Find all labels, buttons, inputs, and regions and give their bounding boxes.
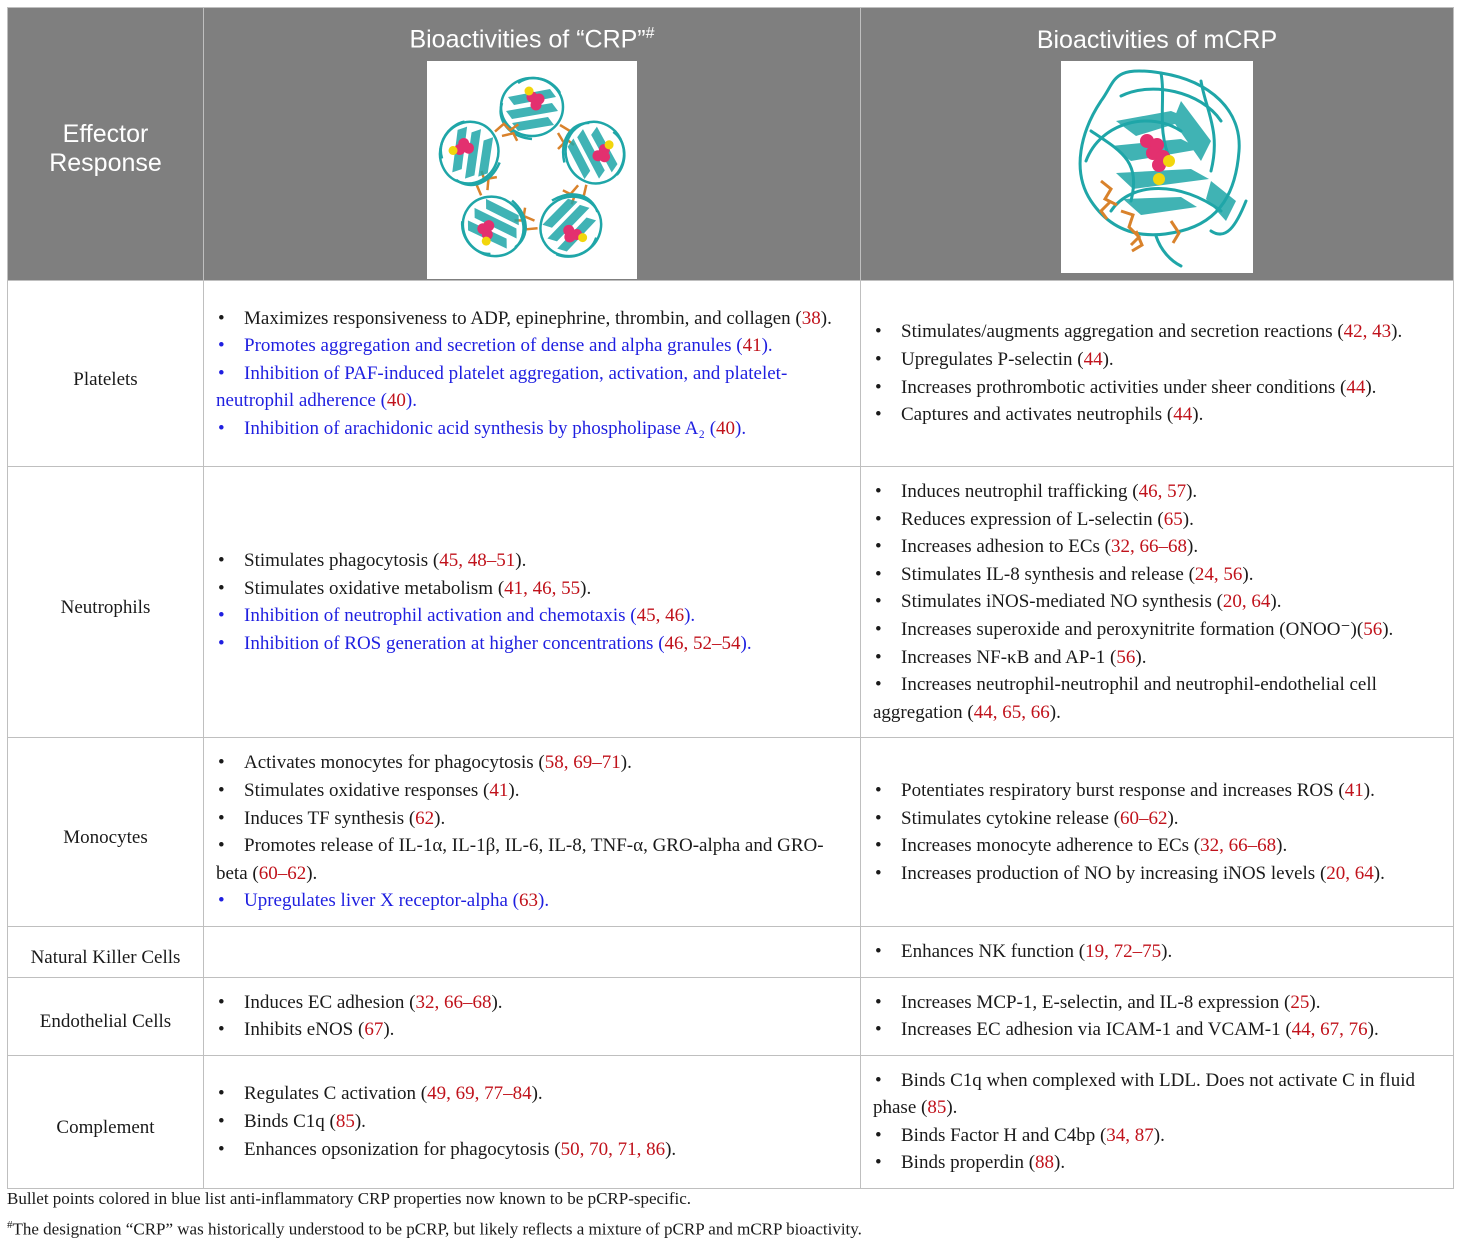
list-item <box>216 630 848 658</box>
bullet-list <box>873 938 1441 966</box>
effector-label: Neutrophils <box>8 467 204 738</box>
item-end: ). <box>1102 348 1114 370</box>
mcrp-bioactivities-cell <box>861 281 1454 467</box>
item-end: ). <box>531 1083 543 1105</box>
item-end: ). <box>1167 807 1179 829</box>
item-end: ). <box>1382 618 1394 640</box>
bullet-dot: • <box>875 1019 882 1041</box>
item-text: Stimulates cytokine release ( <box>901 807 1120 829</box>
item-end: ). <box>1363 779 1375 801</box>
item-end: ). <box>515 549 527 571</box>
bullet-dot: • <box>218 307 225 329</box>
mcrp-bioactivities-cell <box>861 738 1454 927</box>
item-end: ). <box>1276 835 1288 857</box>
list-item <box>216 749 848 777</box>
bullet-dot: • <box>875 618 882 640</box>
item-end: ). <box>735 417 747 439</box>
list-item <box>216 1108 848 1136</box>
item-end: ). <box>946 1097 958 1119</box>
header-crp-sup: # <box>645 25 655 43</box>
header-row <box>8 8 1454 281</box>
reference-link[interactable]: 44 <box>1083 348 1103 370</box>
list-item <box>873 671 1441 726</box>
header-mcrp-title: Bioactivities of mCRP <box>1036 25 1278 54</box>
bullet-dot: • <box>875 536 882 558</box>
mcrp-bioactivities-cell <box>861 1055 1454 1188</box>
crp-bioactivities-cell <box>204 738 861 927</box>
reference-link[interactable]: 45, 48–51 <box>439 549 516 571</box>
bullet-dot: • <box>875 404 882 426</box>
bullet-dot: • <box>875 940 882 962</box>
effector-label: Natural Killer Cells <box>8 926 204 977</box>
list-item <box>873 938 1441 966</box>
item-end: ). <box>820 307 832 329</box>
item-text: Potentiates respiratory burst response and increases ROS ( <box>901 779 1345 801</box>
bullet-dot: • <box>218 1083 225 1105</box>
bullet-list <box>216 547 848 657</box>
item-end: ). <box>434 807 446 829</box>
bullet-dot: • <box>875 376 882 398</box>
reference-link[interactable]: 50, 70, 71, 86 <box>560 1138 666 1160</box>
reference-link[interactable]: 41, 46, 55 <box>504 577 581 599</box>
item-end: ). <box>1192 404 1204 426</box>
bullet-dot: • <box>218 1111 225 1133</box>
list-item <box>216 360 848 415</box>
bullet-dot: • <box>218 335 225 357</box>
reference-link[interactable]: 60–62 <box>258 862 307 884</box>
item-text: Promotes release of IL-1α, IL-1β, IL-6, IL-8, TNF-α, GRO-alpha and GRO-beta ( <box>216 835 824 884</box>
reference-link[interactable]: 65 <box>1163 508 1183 530</box>
bullet-dot: • <box>218 835 225 857</box>
bullet-dot: • <box>875 807 882 829</box>
bullet-list <box>873 478 1441 726</box>
reference-link[interactable]: 32, 66–68 <box>1111 536 1187 558</box>
item-text: Increases NF-κB and AP-1 ( <box>901 646 1117 668</box>
table-row-neutrophils <box>8 467 1454 738</box>
item-text: Induces EC adhesion ( <box>244 991 416 1013</box>
header-crp-title: Bioactivities of “CRP” <box>409 25 646 54</box>
list-item <box>216 305 848 333</box>
list-item <box>873 989 1441 1017</box>
bioactivity-table <box>7 7 1454 1189</box>
item-text: Enhances opsonization for phagocytosis ( <box>244 1138 561 1160</box>
reference-link[interactable]: 44 <box>1173 404 1193 426</box>
crp-bioactivities-cell <box>204 281 861 467</box>
item-text: Binds C1q ( <box>244 1111 336 1133</box>
footnote-crp-designation-text: The designation “CRP” was historically understood to be pCRP, but likely reflects a mixture of pCRP and mCRP bioactivity. <box>12 1219 862 1239</box>
reference-link[interactable]: 34, 87 <box>1106 1124 1154 1146</box>
crp-bioactivities-cell <box>204 1055 861 1188</box>
reference-link[interactable]: 38 <box>801 307 821 329</box>
reference-link[interactable]: 67 <box>364 1019 384 1041</box>
bullet-list <box>873 989 1441 1044</box>
reference-link[interactable]: 32, 66–68 <box>1200 835 1277 857</box>
effector-label: Monocytes <box>8 738 204 927</box>
item-end: ). <box>1309 991 1321 1013</box>
reference-link[interactable]: 24, 56 <box>1194 563 1243 585</box>
reference-link[interactable]: 44 <box>1346 376 1366 398</box>
item-end: ). <box>1186 481 1198 502</box>
item-text: Increases production of NO by increasing iNOS levels ( <box>901 862 1327 884</box>
reference-link[interactable]: 42, 43 <box>1343 321 1392 343</box>
list-item <box>216 415 848 443</box>
table-row-complement <box>8 1055 1454 1188</box>
bullet-dot: • <box>875 321 882 343</box>
bullet-dot: • <box>218 752 225 774</box>
bullet-dot: • <box>875 1124 882 1146</box>
list-item <box>216 1016 848 1044</box>
bullet-dot: • <box>218 1019 225 1041</box>
item-text: Promotes aggregation and secretion of dense and alpha granules ( <box>244 335 743 357</box>
reference-link[interactable]: 32, 66–68 <box>415 991 492 1013</box>
table-body <box>8 281 1454 1189</box>
list-item <box>216 332 848 360</box>
bullet-list <box>216 1080 848 1163</box>
item-end: ). <box>1049 701 1061 723</box>
item-end: ). <box>383 1019 395 1041</box>
reference-link[interactable]: 41 <box>1344 779 1364 801</box>
bullet-dot: • <box>218 890 225 912</box>
item-text: Activates monocytes for phagocytosis ( <box>244 752 545 774</box>
bullet-dot: • <box>218 362 225 384</box>
list-item <box>216 777 848 805</box>
item-text: Enhances NK function ( <box>901 940 1086 962</box>
reference-link[interactable]: 46, 52–54 <box>664 632 741 654</box>
list-item <box>873 616 1441 644</box>
item-text: Stimulates oxidative responses ( <box>244 779 490 801</box>
item-end: ). <box>1135 646 1147 668</box>
reference-link[interactable]: 40 <box>716 417 736 439</box>
reference-link[interactable]: 20, 64 <box>1222 591 1271 613</box>
reference-link[interactable]: 60–62 <box>1119 807 1168 829</box>
list-item <box>873 1016 1441 1044</box>
bullet-dot: • <box>875 563 882 585</box>
item-text: Increases prothrombotic activities under sheer conditions ( <box>901 376 1347 398</box>
item-text: Binds properdin ( <box>901 1152 1036 1174</box>
bullet-dot: • <box>875 646 882 668</box>
bullet-dot: • <box>875 835 882 857</box>
item-text: Stimulates oxidative metabolism ( <box>244 577 505 599</box>
bullet-dot: • <box>218 991 225 1013</box>
item-text: Increases superoxide and peroxynitrite formation (ONOO⁻)( <box>901 618 1364 640</box>
crp-bioactivities-cell <box>204 977 861 1055</box>
reference-link[interactable]: 62 <box>415 807 435 829</box>
item-text: Inhibition of PAF-induced platelet aggregation, activation, and platelet-neutrophil adherence ( <box>216 362 788 412</box>
bullet-list <box>873 777 1441 887</box>
item-end: ). <box>1270 591 1282 613</box>
list-item <box>873 346 1441 374</box>
bullet-dot: • <box>218 807 225 829</box>
effector-label: Endothelial Cells <box>8 977 204 1055</box>
item-end: ). <box>491 991 503 1013</box>
item-text: Upregulates P-selectin ( <box>901 348 1084 370</box>
reference-link[interactable]: 58, 69–71 <box>544 752 621 774</box>
bullet-dot: • <box>218 417 225 439</box>
item-text: Stimulates iNOS-mediated NO synthesis ( <box>901 591 1223 613</box>
bullet-dot: • <box>875 991 882 1013</box>
item-end: ). <box>740 632 752 654</box>
reference-link[interactable]: 85 <box>335 1111 355 1133</box>
item-end: ). <box>1373 862 1385 884</box>
item-text: Induces neutrophil trafficking ( <box>901 481 1139 502</box>
bullet-dot: • <box>875 481 882 502</box>
reference-link[interactable]: 46, 57 <box>1138 481 1187 502</box>
item-text: Inhibits eNOS ( <box>244 1019 365 1041</box>
bullet-dot: • <box>218 779 225 801</box>
item-text: Regulates C activation ( <box>244 1083 428 1105</box>
list-item <box>873 561 1441 589</box>
list-item <box>216 832 848 887</box>
footnote-blue-legend: Bullet points colored in blue list anti-inflammatory CRP properties now known to be pCRP-specific. <box>7 1189 692 1208</box>
mcrp-bioactivities-cell <box>861 926 1454 977</box>
effector-label: Complement <box>8 1055 204 1188</box>
item-end: ). <box>761 335 773 357</box>
item-end: ). <box>665 1138 677 1160</box>
bullet-dot: • <box>875 779 882 801</box>
list-item <box>873 533 1441 561</box>
mcrp-bioactivities-cell <box>861 977 1454 1055</box>
item-end: ). <box>684 605 696 627</box>
item-end: ). <box>1161 940 1173 962</box>
item-text: Upregulates liver X receptor-alpha ( <box>244 890 519 912</box>
pentameric-crp-structure-image <box>427 61 637 279</box>
item-text: Stimulates phagocytosis ( <box>244 549 440 571</box>
list-item <box>873 478 1441 506</box>
bullet-list <box>873 1067 1441 1177</box>
reference-link[interactable]: 41 <box>742 335 762 357</box>
item-end: ). <box>580 577 592 599</box>
list-item <box>873 1149 1441 1177</box>
item-end: ). <box>1391 321 1403 343</box>
reference-link[interactable]: 88 <box>1035 1152 1055 1174</box>
reference-link[interactable]: 20, 64 <box>1326 862 1374 884</box>
item-end: ). <box>1153 1124 1165 1146</box>
item-text: Increases neutrophil-neutrophil and neutrophil-endothelial cell aggregation ( <box>873 674 1377 723</box>
item-text: Increases adhesion to ECs ( <box>901 536 1111 558</box>
item-text: Increases EC adhesion via ICAM-1 and VCAM-1 ( <box>901 1019 1292 1041</box>
reference-link[interactable]: 45, 46 <box>636 605 685 627</box>
bullet-dot: • <box>218 549 225 571</box>
header-effector-line1: Effector <box>62 120 149 148</box>
table-row-monocytes <box>8 738 1454 927</box>
bullet-dot: • <box>218 577 225 599</box>
reference-link[interactable]: 49, 69, 77–84 <box>427 1083 532 1105</box>
footnote-crp-designation <box>7 1213 862 1242</box>
item-end: ). <box>306 862 318 884</box>
item-end: ). <box>1365 376 1377 398</box>
item-text: Stimulates IL-8 synthesis and release ( <box>901 563 1195 585</box>
reference-link[interactable]: 25 <box>1290 991 1310 1013</box>
bullet-list <box>216 749 848 915</box>
item-text: Reduces expression of L-selectin ( <box>901 508 1164 530</box>
crp-bioactivities-cell <box>204 926 861 977</box>
list-item <box>873 777 1441 805</box>
bullet-dot: • <box>875 508 882 530</box>
item-text: Increases monocyte adherence to ECs ( <box>901 835 1201 857</box>
reference-link[interactable]: 44, 65, 66 <box>973 701 1050 723</box>
item-end: ). <box>1182 508 1194 530</box>
item-text: Captures and activates neutrophils ( <box>901 404 1174 426</box>
header-effector-line2: Response <box>49 149 162 177</box>
item-text: Inhibition of neutrophil activation and chemotaxis ( <box>244 605 637 627</box>
list-item <box>873 860 1441 888</box>
list-item <box>216 602 848 630</box>
mcrp-bioactivities-cell <box>861 467 1454 738</box>
reference-link[interactable]: 56 <box>1363 618 1383 640</box>
reference-link[interactable]: 19, 72–75 <box>1085 940 1162 962</box>
item-end: ). <box>1367 1019 1379 1041</box>
bullet-dot: • <box>875 674 882 696</box>
list-item <box>216 805 848 833</box>
reference-link[interactable]: 56 <box>1116 646 1136 668</box>
item-end: ). <box>1187 536 1199 558</box>
item-end: ). <box>354 1111 366 1133</box>
list-item <box>216 989 848 1017</box>
crp-bioactivities-cell <box>204 467 861 738</box>
item-end: ). <box>508 779 520 801</box>
item-end: ). <box>620 752 632 774</box>
list-item <box>873 1122 1441 1150</box>
bullet-dot: • <box>218 632 225 654</box>
list-item <box>873 401 1441 429</box>
reference-link[interactable]: 40 <box>386 390 406 412</box>
item-end: ). <box>1242 563 1254 585</box>
list-item <box>873 805 1441 833</box>
table-row-platelets <box>8 281 1454 467</box>
item-end: ). <box>538 890 550 912</box>
header-crp <box>204 8 861 281</box>
list-item <box>216 575 848 603</box>
list-item <box>873 318 1441 346</box>
list-item <box>216 547 848 575</box>
item-text: Increases MCP-1, E-selectin, and IL-8 expression ( <box>901 991 1291 1013</box>
bullet-dot: • <box>218 1138 225 1160</box>
bullet-list <box>216 305 848 443</box>
bullet-list <box>216 989 848 1044</box>
item-text: Maximizes responsiveness to ADP, epinephrine, thrombin, and collagen ( <box>244 307 802 329</box>
bullet-dot: • <box>875 1152 882 1174</box>
list-item <box>216 887 848 915</box>
effector-label: Platelets <box>8 281 204 467</box>
bullet-dot: • <box>875 862 882 884</box>
item-text: Induces TF synthesis ( <box>244 807 416 829</box>
table-row-endothelial-cells <box>8 977 1454 1055</box>
table-row-natural-killer-cells <box>8 926 1454 977</box>
list-item <box>873 1067 1441 1122</box>
list-item <box>216 1136 848 1164</box>
item-end: ). <box>405 390 417 412</box>
reference-link[interactable]: 63 <box>519 890 538 912</box>
bullet-dot: • <box>218 605 225 627</box>
header-mcrp <box>861 8 1454 281</box>
item-text: Stimulates/augments aggregation and secretion reactions ( <box>901 321 1344 343</box>
list-item <box>873 374 1441 402</box>
bullet-dot: • <box>875 348 882 370</box>
reference-link[interactable]: 85 <box>927 1097 947 1119</box>
bullet-dot: • <box>875 591 882 613</box>
reference-link[interactable]: 41 <box>489 779 509 801</box>
list-item <box>873 588 1441 616</box>
list-item <box>873 832 1441 860</box>
item-end: ). <box>1054 1152 1066 1174</box>
monomeric-crp-structure-image <box>1061 61 1253 273</box>
list-item <box>216 1080 848 1108</box>
list-item <box>873 644 1441 672</box>
list-item <box>873 506 1441 534</box>
footnote-sup: # <box>7 1219 13 1231</box>
item-text: Inhibition of ROS generation at higher concentrations ( <box>244 632 665 654</box>
bullet-dot: • <box>875 1069 882 1091</box>
header-effector-response <box>8 8 204 281</box>
bullet-list <box>873 318 1441 428</box>
item-text: Binds C1q when complexed with LDL. Does not activate C in fluid phase ( <box>873 1069 1415 1119</box>
item-text: Binds Factor H and C4bp ( <box>901 1124 1107 1146</box>
item-text: Inhibition of arachidonic acid synthesis by phospholipase A₂ ( <box>244 417 717 439</box>
reference-link[interactable]: 44, 67, 76 <box>1291 1019 1368 1041</box>
